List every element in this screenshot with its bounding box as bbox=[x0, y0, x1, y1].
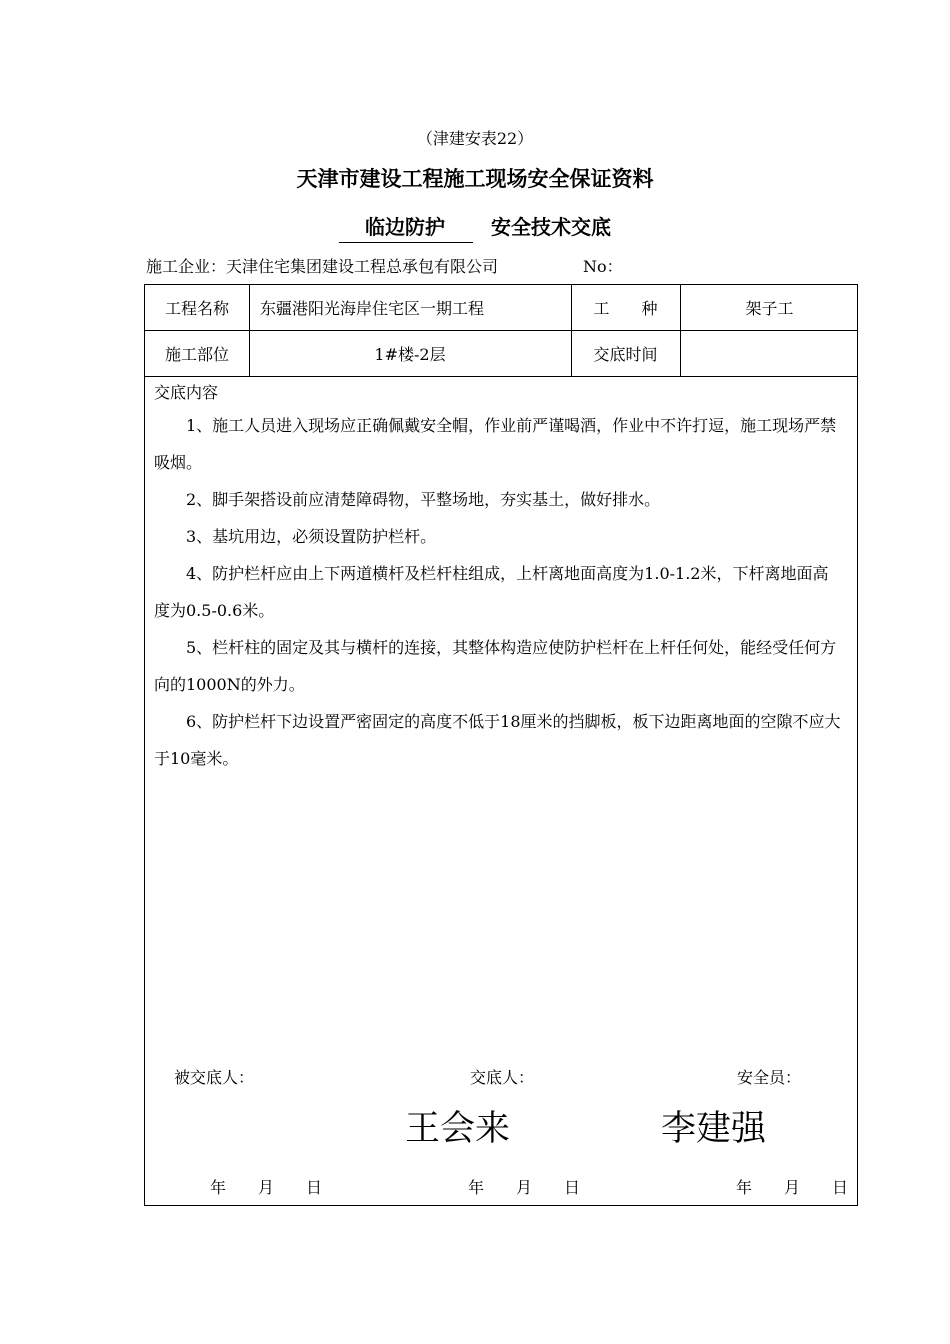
project-name-label: 工程名称 bbox=[164, 299, 229, 318]
time-label: 交底时间 bbox=[593, 345, 658, 364]
disclosure-sheet bbox=[144, 284, 858, 1206]
form-number: （津建安表22） bbox=[416, 129, 534, 148]
day-label: 日 bbox=[306, 1178, 323, 1197]
receiver-date bbox=[210, 1175, 322, 1198]
time-value bbox=[680, 331, 859, 376]
receiver-label: 被交底人： bbox=[174, 1068, 255, 1087]
location-label: 施工部位 bbox=[164, 345, 229, 364]
content-item-3: 3、基坑用边，必须设置防护栏杆。 bbox=[186, 527, 437, 546]
safety-officer-date bbox=[736, 1175, 848, 1198]
content-item-5: 5、栏杆柱的固定及其与横杆的连接，其整体构造应使防护栏杆在上杆任何处，能经受任何方向的1000N的外力。 bbox=[154, 638, 837, 694]
discloser-date bbox=[468, 1175, 580, 1198]
company-line bbox=[146, 254, 623, 277]
day-label: 日 bbox=[564, 1178, 581, 1197]
year-label: 年 bbox=[210, 1178, 227, 1197]
day-label: 日 bbox=[832, 1178, 849, 1197]
content-label: 交底内容 bbox=[154, 383, 219, 402]
month-label: 月 bbox=[784, 1178, 801, 1197]
content-item-2: 2、脚手架搭设前应清楚障碍物，平整场地，夯实基土，做好排水。 bbox=[186, 490, 661, 509]
discloser-label: 交底人： bbox=[470, 1068, 535, 1087]
topic-label: 临边防护 bbox=[339, 211, 473, 243]
trade-label: 工 种 bbox=[593, 299, 658, 318]
doc-type-label: 安全技术交底 bbox=[491, 215, 611, 239]
content-item-1: 1、施工人员进入现场应正确佩戴安全帽，作业前严谨喝酒，作业中不许打逗，施工现场严禁吸烟。 bbox=[154, 416, 837, 472]
project-name-value: 东疆港阳光海岸住宅区一期工程 bbox=[260, 299, 485, 318]
document-subtitle bbox=[0, 211, 950, 243]
row-divider-2 bbox=[145, 376, 857, 377]
content-body bbox=[154, 407, 844, 777]
safety-officer-signature: 李建强 bbox=[661, 1109, 767, 1149]
location-value: 1#楼-2层 bbox=[374, 345, 446, 364]
year-label: 年 bbox=[468, 1178, 485, 1197]
number-label: No： bbox=[583, 257, 623, 276]
content-item-4: 4、防护栏杆应由上下两道横杆及栏杆柱组成，上杆离地面高度为1.0-1.2米，下杆离地面高度为0.5-0.6米。 bbox=[154, 564, 829, 620]
company-label: 施工企业：天津住宅集团建设工程总承包有限公司 bbox=[146, 257, 499, 276]
month-label: 月 bbox=[258, 1178, 275, 1197]
safety-officer-label: 安全员： bbox=[737, 1068, 802, 1087]
content-item-6: 6、防护栏杆下边设置严密固定的高度不低于18厘米的挡脚板，板下边距离地面的空隙不应大于10毫米。 bbox=[154, 712, 841, 768]
month-label: 月 bbox=[516, 1178, 533, 1197]
discloser-signature: 王会来 bbox=[405, 1109, 511, 1149]
document-title: 天津市建设工程施工现场安全保证资料 bbox=[296, 166, 654, 191]
year-label: 年 bbox=[736, 1178, 753, 1197]
trade-value: 架子工 bbox=[745, 299, 794, 318]
